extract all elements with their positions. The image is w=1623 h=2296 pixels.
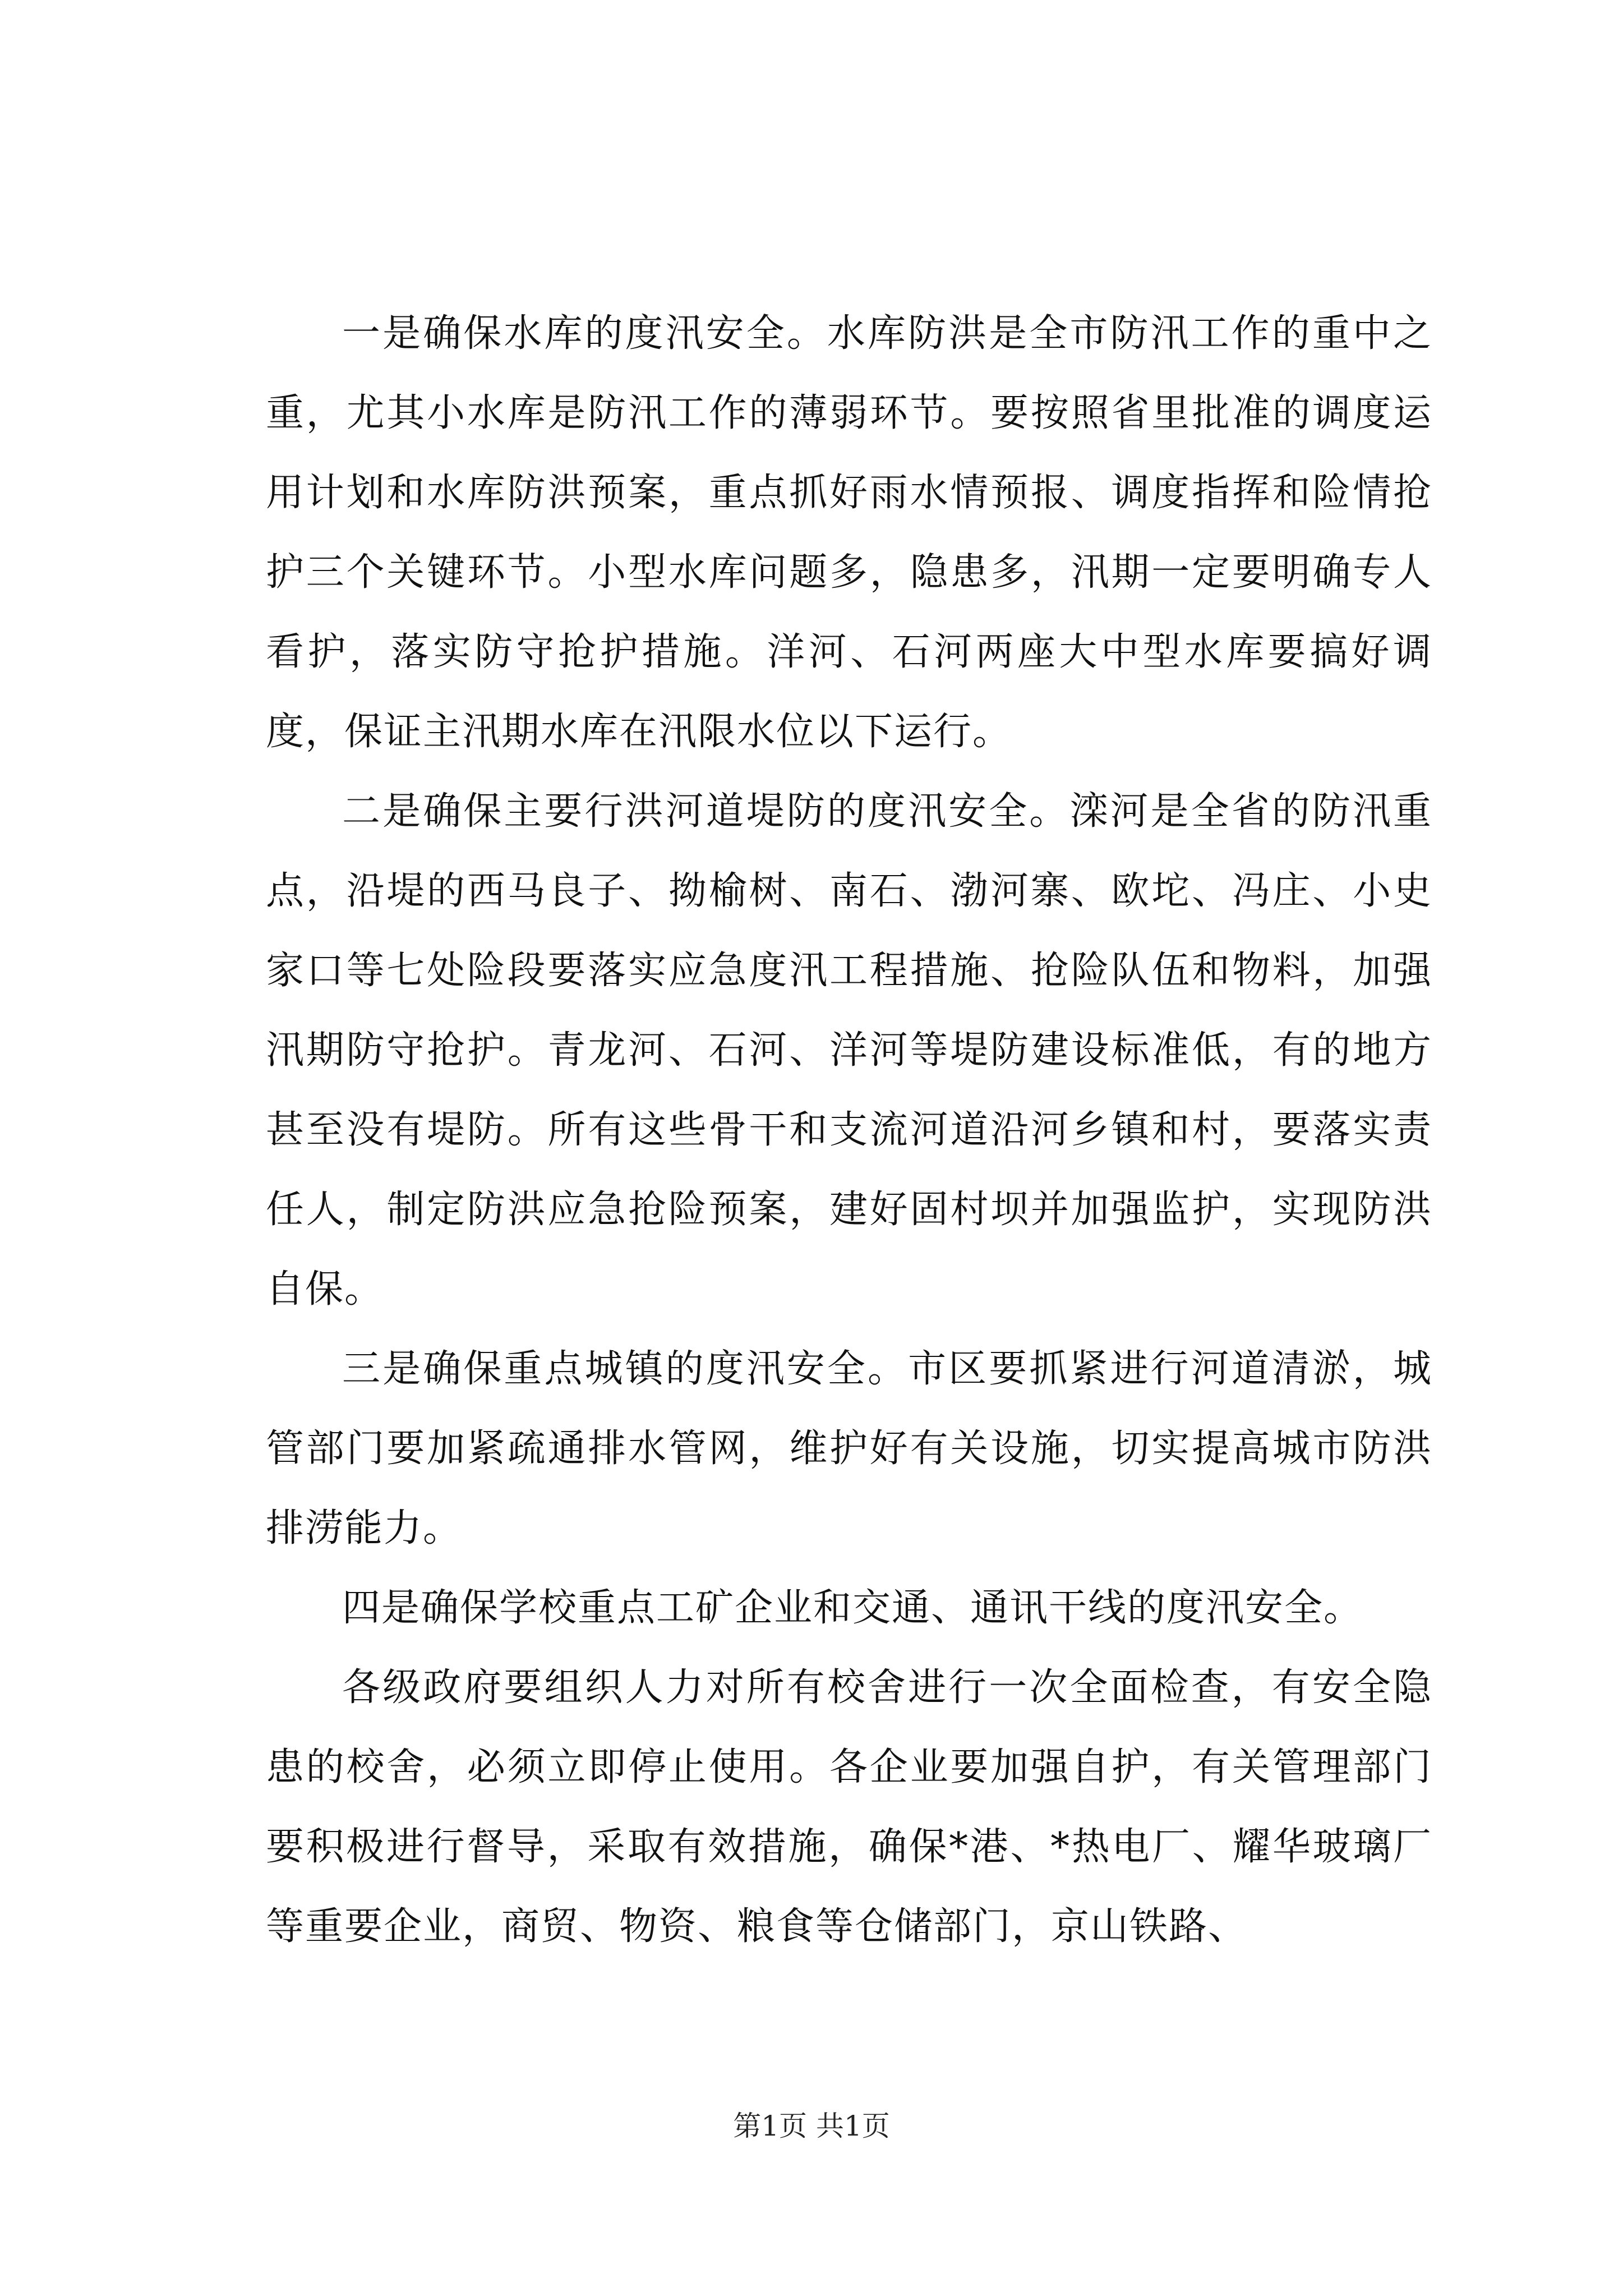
document-body xyxy=(266,294,1432,1967)
page-footer: 第1页 共1页 xyxy=(733,2110,890,2142)
paragraph-reservoir-safety: 一是确保水库的度汛安全。水库防洪是全市防汛工作的重中之重，尤其小水库是防汛工作的薄弱环节。要按照省里批准的调度运用计划和水库防洪预案，重点抓好雨水情预报、调度指挥和险情抢护三个关键环节。小型水库问题多，隐患多，汛期一定要明确专人看护，落实防守抢护措施。洋河、石河两座大中型水库要搞好调度，保证主汛期水库在汛限水位以下运行。 xyxy=(266,311,1432,754)
paragraph-town-safety: 三是确保重点城镇的度汛安全。市区要抓紧进行河道清淤，城管部门要加紧疏通排水管网，维护好有关设施，切实提高城市防洪排涝能力。 xyxy=(266,1347,1432,1550)
paragraph-school-enterprise-safety: 四是确保学校重点工矿企业和交通、通讯干线的度汛安全。 xyxy=(342,1586,1363,1630)
paragraph-school-inspection: 各级政府要组织人力对所有校舍进行一次全面检查，有安全隐患的校舍，必须立即停止使用。各企业要加强自护，有关管理部门要积极进行督导，采取有效措施，确保*港、*热电厂、耀华玻璃厂等重要企业，商贸、物资、粮食等仓储部门，京山铁路、 xyxy=(266,1665,1432,1949)
paragraph-river-embankment-safety: 二是确保主要行洪河道堤防的度汛安全。滦河是全省的防汛重点，沿堤的西马良子、拗榆树、南石、渤河寨、欧坨、冯庄、小史家口等七处险段要落实应急度汛工程措施、抢险队伍和物料，加强汛期防守抢护。青龙河、石河、洋河等堤防建设标准低，有的地方甚至没有堤防。所有这些骨干和支流河道沿河乡镇和村，要落实责任人，制定防洪应急抢险预案，建好固村坝并加强监护，实现防洪自保。 xyxy=(266,789,1432,1312)
